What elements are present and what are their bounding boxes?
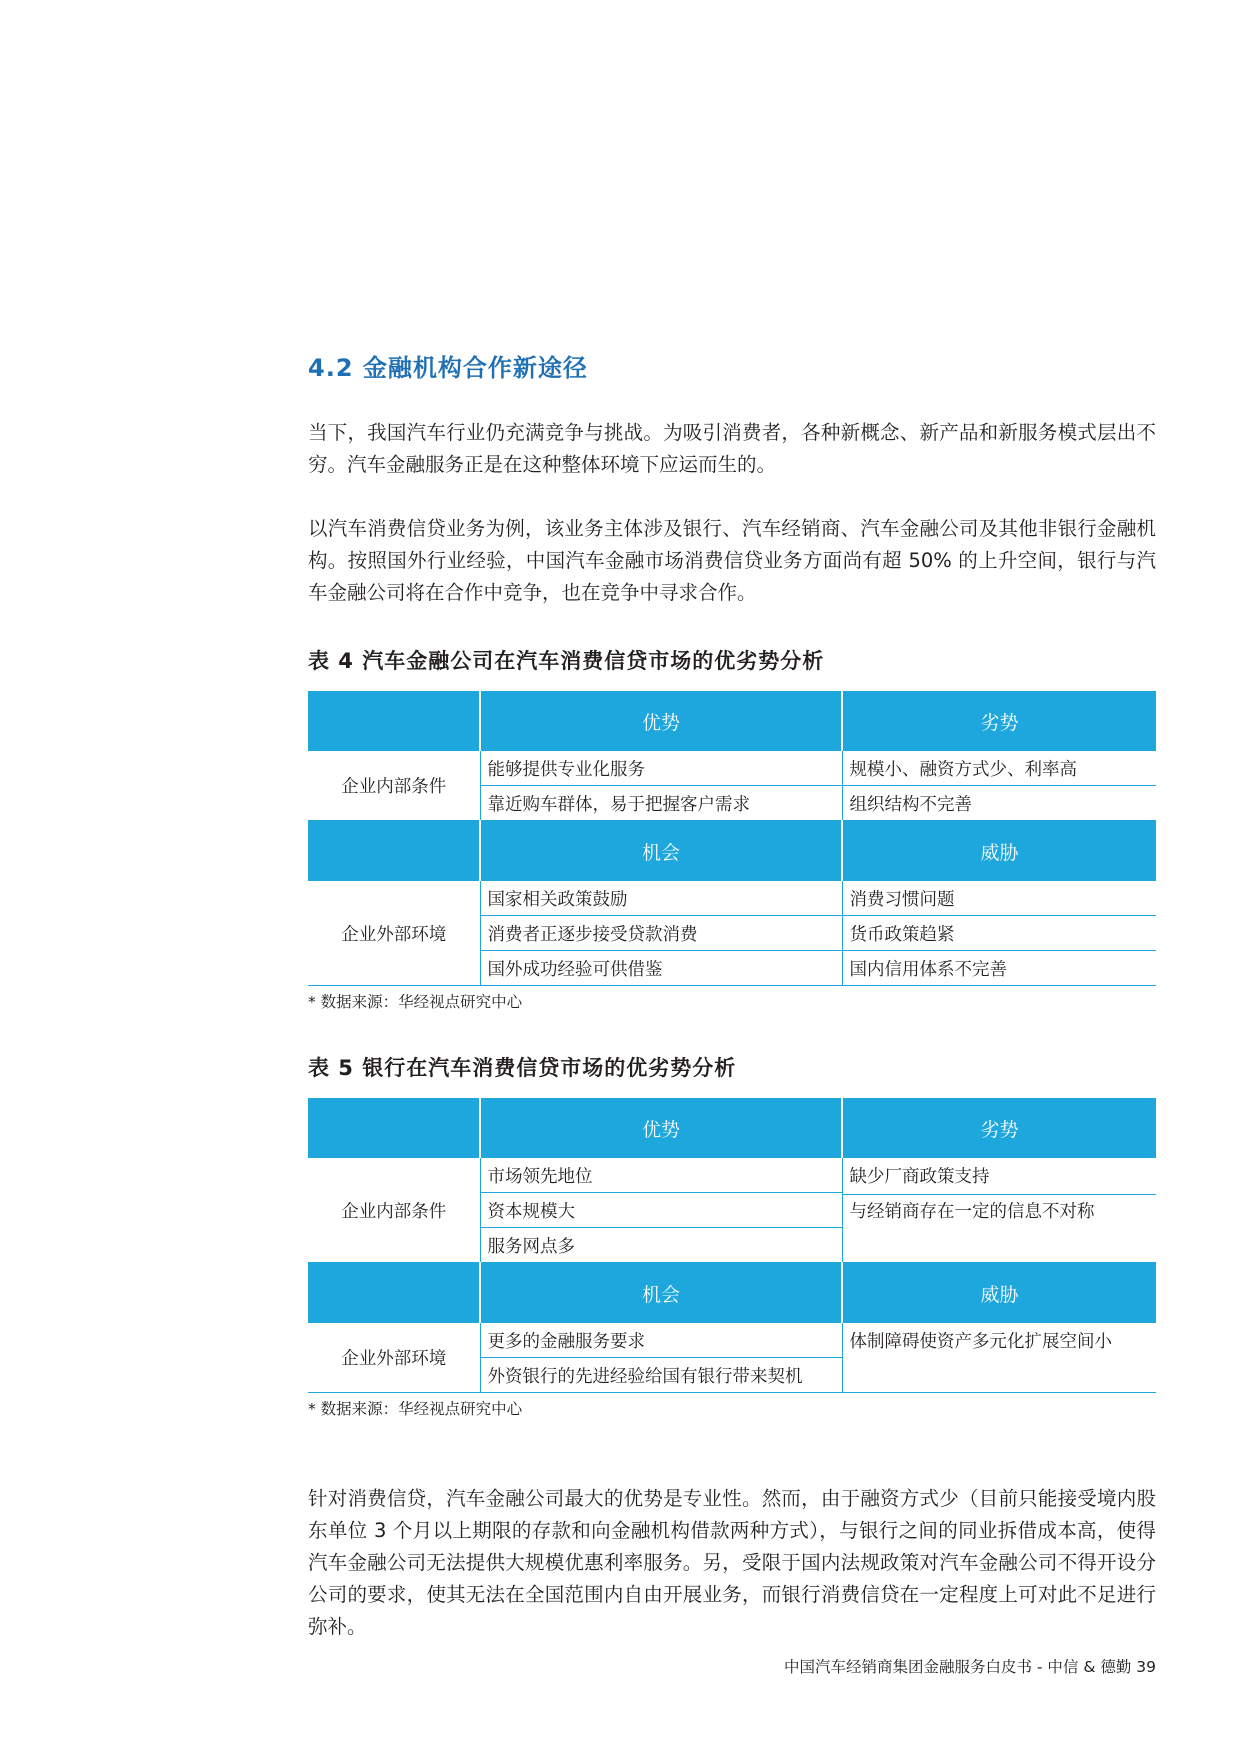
- table5-header-strengths: 优势: [480, 1098, 842, 1158]
- table4-header-threats: 威胁: [842, 821, 1156, 882]
- table4-title: 表 4 汽车金融公司在汽车消费信贷市场的优劣势分析: [308, 649, 825, 673]
- paragraph-2: 以汽车消费信贷业务为例，该业务主体涉及银行、汽车经销商、汽车金融公司及其他非银行金融机构。按照国外行业经验，中国汽车金融市场消费信贷业务方面尚有超 50% 的上升空间，银行与汽车金融公司将在合作中竞争，也在竞争中寻求合作。: [308, 517, 1156, 604]
- table5-header-row-1: [308, 1098, 1156, 1158]
- table-cell: 国内信用体系不完善: [842, 951, 1156, 986]
- table5-header-blank: [308, 1098, 480, 1158]
- table4-header-row-2: [308, 821, 1156, 882]
- table-cell-line: 与经销商存在一定的信息不对称: [843, 1194, 1157, 1223]
- table5: [308, 1098, 1156, 1393]
- table-row: [308, 881, 1156, 916]
- table4-header-blank: [308, 821, 480, 882]
- table-cell: 市场领先地位: [480, 1158, 842, 1193]
- table-row: [308, 1323, 1156, 1358]
- table-cell: 组织结构不完善: [842, 786, 1156, 821]
- table-cell: 消费者正逐步接受贷款消费: [480, 916, 842, 951]
- section-title: 4.2 金融机构合作新途径: [308, 354, 588, 382]
- table4-internal-label: 企业内部条件: [308, 751, 480, 821]
- table4-header-opportunities: 机会: [480, 821, 842, 882]
- table-cell: 外资银行的先进经验给国有银行带来契机: [480, 1358, 842, 1393]
- paragraph-1: 当下，我国汽车行业仍充满竞争与挑战。为吸引消费者，各种新概念、新产品和新服务模式层出不穷。汽车金融服务正是在这种整体环境下应运而生的。: [308, 421, 1156, 476]
- table-cell: 规模小、融资方式少、利率高: [842, 751, 1156, 786]
- table5-title: 表 5 银行在汽车消费信贷市场的优劣势分析: [308, 1056, 737, 1080]
- table4-header-blank: [308, 691, 480, 751]
- page-content: [308, 348, 1156, 1675]
- table5-header-opportunities: 机会: [480, 1263, 842, 1324]
- table-cell: 消费习惯问题: [842, 881, 1156, 916]
- table5-header-weaknesses: 劣势: [842, 1098, 1156, 1158]
- table5-threats-cell: [842, 1323, 1156, 1393]
- table-cell: 国家相关政策鼓励: [480, 881, 842, 916]
- table-cell-line: 体制障碍使资产多元化扩展空间小: [849, 1332, 1112, 1352]
- table4-source: * 数据来源：华经视点研究中心: [308, 993, 523, 1011]
- table-cell: 更多的金融服务要求: [480, 1323, 842, 1358]
- table-cell: 能够提供专业化服务: [480, 751, 842, 786]
- table5-header-blank: [308, 1263, 480, 1324]
- table-row: [308, 751, 1156, 786]
- table5-weaknesses-cell: [842, 1158, 1156, 1263]
- table-cell: 服务网点多: [480, 1228, 842, 1263]
- page-number: 39: [1136, 1658, 1156, 1676]
- table-cell: 靠近购车群体，易于把握客户需求: [480, 786, 842, 821]
- table-cell: 国外成功经验可供借鉴: [480, 951, 842, 986]
- table5-source: * 数据来源：华经视点研究中心: [308, 1400, 523, 1418]
- table4: [308, 691, 1156, 986]
- table5-header-threats: 威胁: [842, 1263, 1156, 1324]
- table-cell-line: 缺少厂商政策支持: [849, 1167, 990, 1187]
- table-row: [308, 1158, 1156, 1193]
- table4-header-weaknesses: 劣势: [842, 691, 1156, 751]
- table4-external-label: 企业外部环境: [308, 881, 480, 986]
- table5-internal-label: 企业内部条件: [308, 1158, 480, 1263]
- table-cell: 货币政策趋紧: [842, 916, 1156, 951]
- table4-header-row-1: [308, 691, 1156, 751]
- footer-text: 中国汽车经销商集团金融服务白皮书 - 中信 & 德勤: [783, 1658, 1132, 1676]
- page-footer: [784, 1655, 1156, 1677]
- table-cell: 资本规模大: [480, 1193, 842, 1228]
- table5-external-label: 企业外部环境: [308, 1323, 480, 1393]
- table4-header-strengths: 优势: [480, 691, 842, 751]
- closing-paragraph: 针对消费信贷，汽车金融公司最大的优势是专业性。然而，由于融资方式少（目前只能接受境内股东单位 3 个月以上期限的存款和向金融机构借款两种方式），与银行之间的同业拆借成本高，使得汽车金融公司无法提供大规模优惠利率服务。另，受限于国内法规政策对汽车金融公司不得开设分公司的要求，使其无法在全国范围内自由开展业务，而银行消费信贷在一定程度上可对此不足进行弥补。: [308, 1487, 1156, 1638]
- table5-header-row-2: [308, 1263, 1156, 1324]
